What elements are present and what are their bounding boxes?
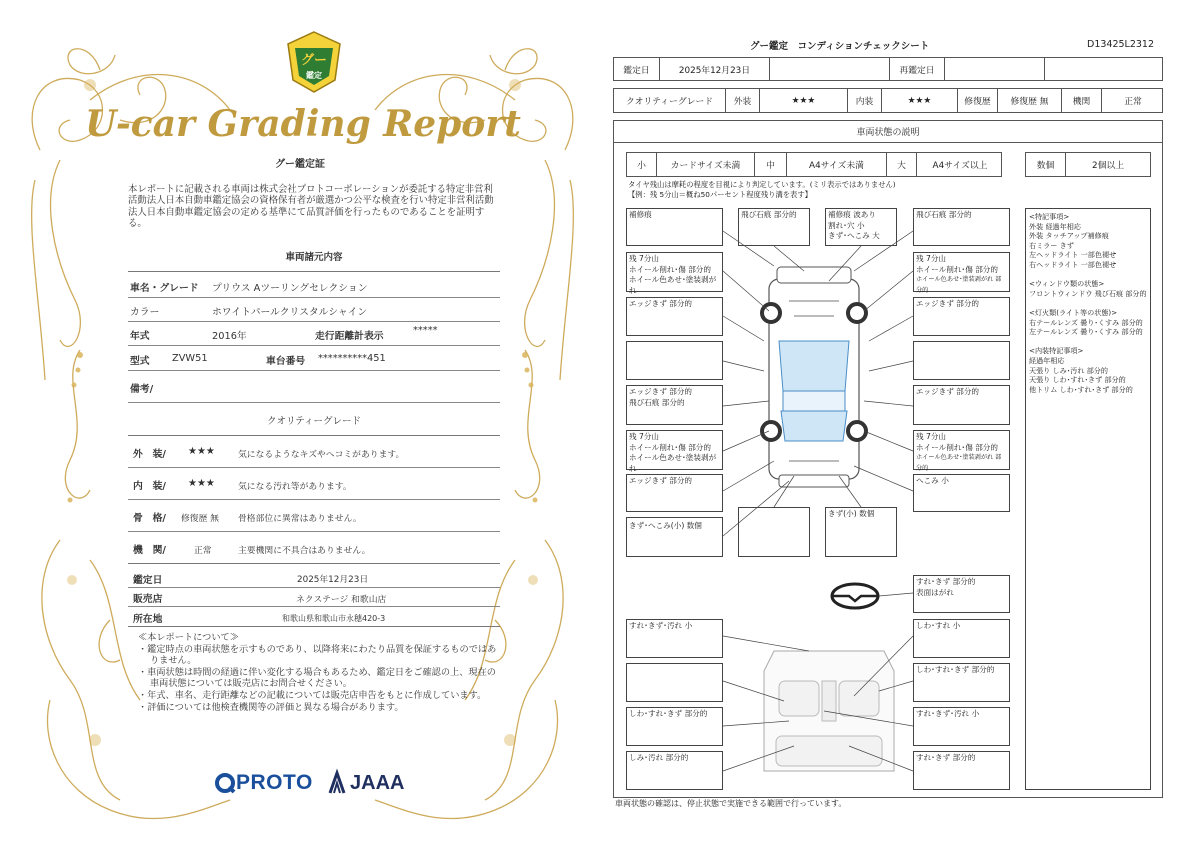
color-label: カラー: [130, 307, 160, 318]
box-text: 残 7分山: [916, 254, 947, 263]
tire-note-1: タイヤ残山は摩耗の程度を目視により判定しています。(ミリ表示ではありません): [628, 180, 896, 189]
proto-mark-icon: [214, 772, 236, 794]
box-text: 割れ･穴 小: [828, 220, 865, 230]
leader-lines: [614, 121, 1024, 799]
color-value: ホワイトパールクリスタルシャイン: [212, 307, 368, 318]
year-label: 年式: [130, 331, 150, 342]
qg-label-cell: [614, 89, 726, 112]
box-text: すれ･きず 部分的: [916, 753, 976, 762]
divider: [128, 297, 500, 298]
remark-line: 他トリム しわ･すれ･きず 部分的: [1029, 384, 1133, 394]
mileage-value: *****: [413, 325, 438, 336]
chassis-value: **********451: [318, 353, 386, 364]
quality-row: [613, 88, 1163, 113]
model-label: 型式: [130, 356, 150, 367]
engine-label: 機関: [1072, 97, 1091, 107]
divider: [128, 626, 500, 627]
legend-small-text: カードサイズ未満: [670, 161, 741, 171]
frame-desc: 骨格部位に異常はありません。: [238, 514, 362, 524]
box-text: エッジきず 部分的: [629, 476, 693, 485]
box-text: すれ･きず･汚れ 小: [629, 621, 693, 630]
jaaa-logo: [328, 771, 404, 795]
engine-value: 正常: [1124, 97, 1142, 107]
jaaa-text: JAAA: [350, 771, 405, 794]
legend-large-label: 大: [897, 161, 906, 171]
state-panel: [613, 120, 1163, 798]
note-item: ・鑑定時点の車両状態を示すものであり、以降将来にわたり品質を保証するものではありません。: [138, 643, 497, 667]
goo-kantei-logo: [285, 30, 343, 94]
redate-label-cell: [890, 58, 945, 80]
engine-desc: 主要機関に不具合はありません。: [238, 546, 371, 556]
remark-line: 右ミラー きず: [1029, 240, 1074, 250]
legend-large-text: A4サイズ以上: [932, 161, 988, 171]
legend-count: [1026, 153, 1066, 176]
box-text: 補修痕: [629, 210, 652, 219]
box-text: ホイール色あせ･塗装剥がれ: [629, 275, 717, 295]
notes-title: ≪本レポートについて≫: [138, 632, 239, 643]
divider: [128, 435, 500, 436]
box-text: エッジきず 部分的: [916, 299, 980, 308]
box-text: ホイール色あせ･塗装剥がれ: [629, 453, 717, 473]
date-value: 2025年12月23日: [678, 65, 751, 76]
interior-stars: ★★★: [188, 478, 215, 489]
int-stars-cell: [882, 89, 958, 112]
box-text: 残 7分山: [629, 254, 660, 263]
box-text: 飛び石痕 部分的: [741, 210, 797, 219]
proto-text: PROTO: [236, 771, 313, 794]
box-text: しわ･すれ･きず 部分的: [629, 709, 708, 718]
int-label-cell: [848, 89, 882, 112]
remark-line: <灯火類(ライト等の状態)>: [1029, 307, 1118, 317]
interior-label: 内 装/: [133, 481, 166, 492]
redate-value-cell: [945, 58, 1045, 80]
ext-stars: ★★★: [791, 95, 816, 106]
qg-label: クオリティーグレード: [625, 97, 714, 107]
legend-small-label: 小: [637, 161, 646, 171]
box-text: きず･へこみ(小) 数個: [629, 521, 702, 530]
remark-line: 右ヘッドライト 一部色褪せ: [1029, 259, 1117, 269]
sheet-id: D13425L2312: [1087, 39, 1155, 50]
frame-label: 骨 格/: [133, 513, 166, 524]
spec-section-head: 車両諸元内容: [285, 252, 343, 263]
box-text: ホイール削れ･傷 部分的: [629, 264, 711, 274]
tire-note-2: 【例：残 5分山＝概ね50パーセント程度残り溝を表す】: [628, 190, 812, 199]
box-text: エッジきず 部分的: [629, 387, 693, 396]
date-label-cell: [614, 58, 660, 80]
divider: [128, 587, 500, 588]
divider: [128, 321, 500, 322]
exterior-stars: ★★★: [188, 446, 215, 457]
legend-mid-label: 中: [766, 161, 775, 171]
remark-line: <内装特記事項>: [1029, 346, 1084, 356]
repair-value: 修復歴 無: [1010, 97, 1049, 107]
engine-label: 機 関/: [133, 545, 166, 556]
remarks-label: 備考/: [130, 384, 154, 395]
script-title: [85, 98, 521, 154]
remark-line: 天張り しわ･すれ･きず 部分的: [1029, 375, 1126, 385]
date-label: 鑑定日: [133, 575, 163, 586]
certificate-title: グー鑑定証: [275, 159, 325, 170]
box-text: ホイール色あせ･塗装剥がれ 部分的: [916, 276, 1002, 294]
remark-line: 天張り しみ･汚れ 部分的: [1029, 365, 1108, 375]
box-text: しわ･すれ･きず 部分的: [916, 665, 995, 674]
jaaa-mark-icon: [328, 771, 346, 795]
legend-mid-text: A4サイズ未満: [809, 161, 864, 171]
sheet-footer: 車両状態の確認は、停止状態で実施できる範囲で行っています。: [615, 799, 847, 808]
box-text: しみ･汚れ 部分的: [629, 753, 689, 762]
remark-spacer: [1029, 298, 1147, 308]
box-text: エッジきず 部分的: [916, 387, 980, 396]
redate-label: 再鑑定日: [899, 65, 935, 76]
remark-line: 左ヘッドライト 一部色褪せ: [1029, 250, 1117, 260]
proto-logo: [214, 771, 313, 795]
box-text: 飛び石痕 部分的: [916, 210, 972, 219]
note-item: ・評価については他検査機関等の評価と異なる場合があります。: [138, 701, 404, 713]
engine-label-cell: [1062, 89, 1102, 112]
frame-value: 修復歴 無: [181, 514, 219, 524]
box-text: 表面はがれ: [916, 587, 954, 597]
car-name-label: 車名・グレード: [130, 283, 199, 294]
divider: [128, 370, 500, 371]
mileage-label: 走行距離計表示: [315, 331, 384, 342]
note-item: ・年式、車名、走行距離などの記載については販売店申告をもとに作成しています。: [138, 689, 487, 701]
repair-label: 修復歴: [964, 97, 991, 107]
divider: [128, 606, 500, 607]
address-value: 和歌山県和歌山市永穂420-3: [282, 614, 386, 623]
divider: [128, 402, 500, 403]
car-name-value: プリウス Aツーリングセレクション: [212, 283, 368, 294]
ext-label: 外装: [733, 97, 752, 107]
year-value: 2016年: [212, 331, 247, 342]
exterior-desc: 気になるようなキズやヘコミがあります。: [238, 450, 405, 460]
exterior-label: 外 装/: [133, 449, 166, 460]
int-label: 内装: [855, 97, 874, 107]
engine-value-cell: [1102, 89, 1164, 112]
remark-line: <特記事項>: [1029, 212, 1070, 221]
script-title-text: U-car Grading Report: [85, 103, 521, 145]
report-notes: [138, 632, 498, 713]
box-text: しわ･すれ 小: [916, 621, 961, 630]
divider: [128, 563, 500, 564]
repair-label-cell: [958, 89, 998, 112]
svg-text:グー: グー: [300, 53, 328, 68]
box-text: 飛び石痕 部分的: [629, 397, 685, 407]
box-text: 残 7分山: [629, 432, 660, 441]
divider: [128, 345, 500, 346]
box-text: エッジきず 部分的: [629, 299, 693, 308]
grade-section-head: クオリティーグレード: [266, 416, 362, 427]
box-text: ホイール色あせ･塗装剥がれ 部分的: [916, 454, 1002, 472]
legend-count-desc: [1066, 153, 1150, 176]
box-text: すれ･きず･汚れ 小: [916, 709, 980, 718]
special-remarks: [1025, 208, 1151, 790]
condition-check-sheet: [605, 0, 1200, 848]
date-value-cell: [660, 58, 770, 80]
remark-line: 外装 タッチアップ補修痕: [1029, 231, 1109, 241]
remark-line: 左テールレンズ 曇り･くすみ 部分的: [1029, 327, 1143, 337]
address-label: 所在地: [133, 614, 163, 625]
legend-count-text: 2個以上: [1092, 161, 1124, 171]
interior-desc: 気になる汚れ等があります。: [238, 482, 352, 492]
remark-line: 経過年相応: [1029, 355, 1065, 365]
divider: [128, 467, 500, 468]
box-text: ホイール削れ･傷 部分的: [916, 264, 998, 274]
note-item: ・車両状態は時間の経過に伴い変化する場合もあるため、鑑定日をご確認の上、現在の車両状態については販売店にお問合せください。: [138, 666, 496, 690]
repair-value-cell: [998, 89, 1062, 112]
model-value: ZVW51: [172, 353, 208, 364]
box-text: ホイール削れ･傷 部分的: [916, 442, 998, 452]
empty-cell: [770, 58, 890, 80]
box-text: すれ･きず 部分的: [916, 577, 976, 586]
shop-value: ネクステージ 和歌山店: [296, 595, 387, 605]
ext-label-cell: [726, 89, 760, 112]
shop-label: 販売店: [133, 594, 163, 605]
box-text: きず(小) 数個: [828, 509, 875, 518]
divider: [128, 271, 500, 272]
box-text: 残 7分山: [916, 432, 947, 441]
divider: [128, 531, 500, 532]
date-value: 2025年12月23日: [297, 575, 369, 585]
legend-count-label: 数個: [1036, 161, 1055, 171]
remark-line: 外装 経過年相応: [1029, 221, 1081, 231]
state-head: 車両状態の説明: [614, 121, 1162, 143]
sheet-title: グー鑑定 コンディションチェックシート: [750, 41, 930, 52]
count-legend: [1025, 152, 1151, 177]
date-label: 鑑定日: [623, 65, 650, 76]
int-stars: ★★★: [907, 95, 932, 106]
svg-text:鑑定: 鑑定: [306, 71, 322, 80]
remark-line: フロントウィンドウ 飛び石痕 部分的: [1029, 288, 1147, 298]
box-text: ホイール削れ･傷 部分的: [629, 442, 711, 452]
date-row: [613, 57, 1163, 81]
remark-line: 右テールレンズ 曇り･くすみ 部分的: [1029, 317, 1143, 327]
remark-spacer: [1029, 337, 1147, 347]
remark-spacer: [1029, 270, 1147, 280]
box-text: きず･へこみ 大: [828, 231, 880, 241]
box-text: 補修痕 波あり: [828, 210, 876, 219]
remark-line: <ウィンドウ類の状態>: [1029, 279, 1105, 289]
divider: [128, 499, 500, 500]
engine-value: 正常: [194, 546, 212, 556]
box-text: へこみ 小: [916, 476, 949, 485]
chassis-label: 車台番号: [266, 356, 306, 367]
ext-stars-cell: [760, 89, 848, 112]
certificate-intro: 本レポートに記載される車両は株式会社プロトコーポレーションが委託する特定非営利活動法人日本自動車鑑定協会の資格保有者が厳選かつ公平な検査を行い特定非営利活動法人日本自動車鑑定協会の定める基準にて品質評価を行ったものであることを証明する。: [128, 184, 494, 230]
